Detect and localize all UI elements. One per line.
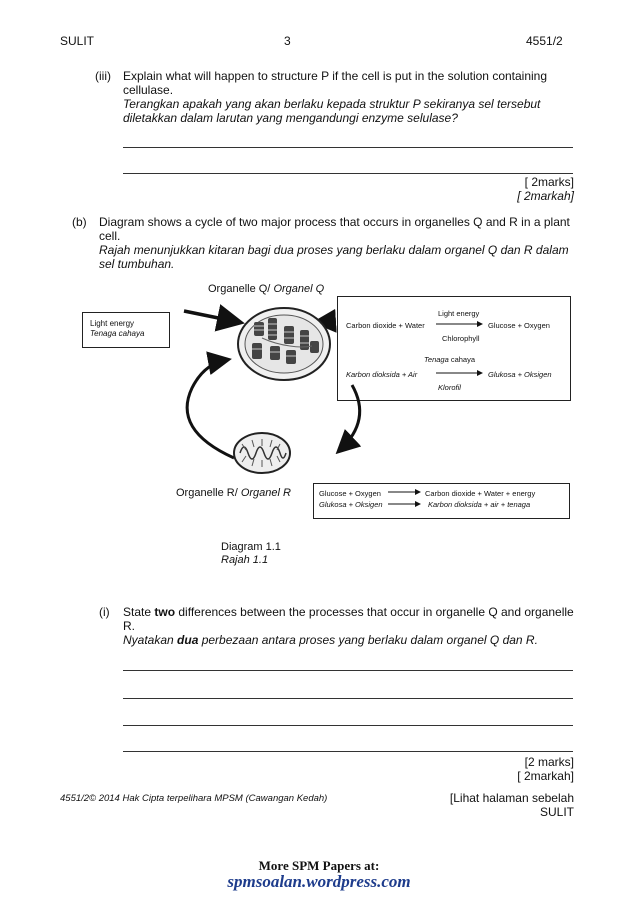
q-i-marks: [2 marks]: [524, 755, 574, 769]
respiration-equation-box: [313, 483, 570, 519]
ps-chlorophyll: Chlorophyll: [442, 334, 480, 343]
ps-tenaga: Tenaga: [424, 355, 449, 364]
arrow-box-to-q-icon: [318, 321, 334, 322]
q-iii-number: (iii): [95, 69, 111, 83]
answer-line[interactable]: [123, 147, 573, 148]
q-b-text-my-2: sel tumbuhan.: [99, 257, 175, 271]
q-i-number: (i): [99, 605, 110, 619]
organelle-q-label-my: Organel Q: [273, 283, 325, 295]
organelle-q-label: [208, 283, 324, 296]
q-i-en-two: two: [154, 605, 176, 619]
q-i-en-part-2: differences between the processes that occur in organelle Q and organelle: [175, 605, 574, 619]
ps-reactants-my: Karbon dioksida + Air: [346, 370, 418, 379]
q-i-text-my: [123, 633, 538, 647]
organelle-r-label-en: Organelle R/: [176, 487, 238, 499]
answer-line[interactable]: [123, 173, 573, 174]
photosynthesis-equation-box: [337, 296, 571, 401]
resp-reactants-en: Glucose + Oxygen: [319, 489, 381, 498]
footer-copyright: 4551/2© 2014 Hak Cipta terpelihara MPSM (Cawangan Kedah): [60, 793, 328, 804]
q-b-number: (b): [72, 215, 87, 229]
organelle-r-label: [176, 487, 291, 500]
resp-products-my: Karbon dioksida + air + tenaga: [428, 500, 531, 509]
q-i-text-en-2: R.: [123, 619, 135, 633]
answer-line[interactable]: [123, 725, 573, 726]
more-papers-text: More SPM Papers at:: [258, 858, 380, 873]
arrow-r-to-q-icon: [187, 360, 234, 458]
q-i-text-en-1: [123, 605, 574, 619]
answer-line[interactable]: [123, 751, 573, 752]
footer-next-page: [Lihat halaman sebelah: [449, 791, 574, 805]
q-b-text-my-1: Rajah menunjukkan kitaran bagi dua proses yang berlaku dalam organel Q dan R dalam: [99, 243, 569, 257]
site-link[interactable]: spmsoalan.wordpress.com: [227, 872, 411, 891]
q-iii-text-en-2: cellulase.: [123, 83, 174, 97]
q-iii-text-my-1: Terangkan apakah yang akan berlaku kepada struktur P sekiranya sel tersebut: [123, 97, 541, 111]
diagram-caption-my: Rajah 1.1: [221, 554, 269, 566]
diagram-caption-en: Diagram 1.1: [221, 541, 281, 553]
ps-reactants-en: Carbon dioxide + Water: [346, 321, 425, 330]
ps-tenaga-cahaya: [424, 355, 475, 364]
answer-line[interactable]: [123, 670, 573, 671]
tenaga-cahaya-label: Tenaga cahaya: [90, 329, 145, 338]
q-iii-markah: [ 2markah]: [517, 189, 574, 203]
ps-cahaya: cahaya: [450, 355, 476, 364]
organelle-q-label-en: Organelle Q/: [208, 283, 271, 295]
header-sulit: SULIT: [60, 34, 95, 48]
mitochondrion-icon: [234, 433, 290, 473]
ps-light-energy: Light energy: [438, 309, 480, 318]
q-b-text-en-2: cell.: [99, 229, 121, 243]
header-paper-code: 4551/2: [526, 34, 563, 48]
q-i-markah: [ 2markah]: [517, 769, 574, 783]
arrow-light-to-q-icon: [184, 311, 238, 322]
resp-products-en: Carbon dioxide + Water + energy: [425, 489, 536, 498]
ps-products-my: Glukosa + Oksigen: [488, 370, 552, 379]
q-iii-marks: [ 2marks]: [524, 175, 574, 189]
footer-sulit: SULIT: [539, 805, 574, 819]
q-i-my-dua: dua: [177, 633, 199, 647]
q-i-my-part-2: perbezaan antara proses yang berlaku dalam organel Q dan R.: [198, 633, 538, 647]
q-i-my-part-1: Nyatakan: [123, 633, 178, 647]
q-i-en-part-1: State: [123, 605, 155, 619]
q-iii-text-my-2: diletakkan dalam larutan yang mengandungi enzyme selulase?: [123, 111, 458, 125]
answer-line[interactable]: [123, 698, 573, 699]
resp-reactants-my: Glukosa + Oksigen: [319, 500, 383, 509]
ps-klorofil: Klorofil: [438, 383, 461, 392]
light-energy-box: [82, 312, 170, 348]
organelle-r-label-my: Organel R: [240, 487, 291, 499]
ps-products-en: Glucose + Oxygen: [488, 321, 550, 330]
q-b-text-en-1: Diagram shows a cycle of two major process that occurs in organelles Q and R in a plant: [99, 215, 570, 229]
chloroplast-icon: [238, 308, 330, 380]
light-energy-label: Light energy: [90, 319, 135, 328]
header-page-number: 3: [284, 34, 291, 48]
q-iii-text-en-1: Explain what will happen to structure P if the cell is put in the solution containing: [123, 69, 548, 83]
